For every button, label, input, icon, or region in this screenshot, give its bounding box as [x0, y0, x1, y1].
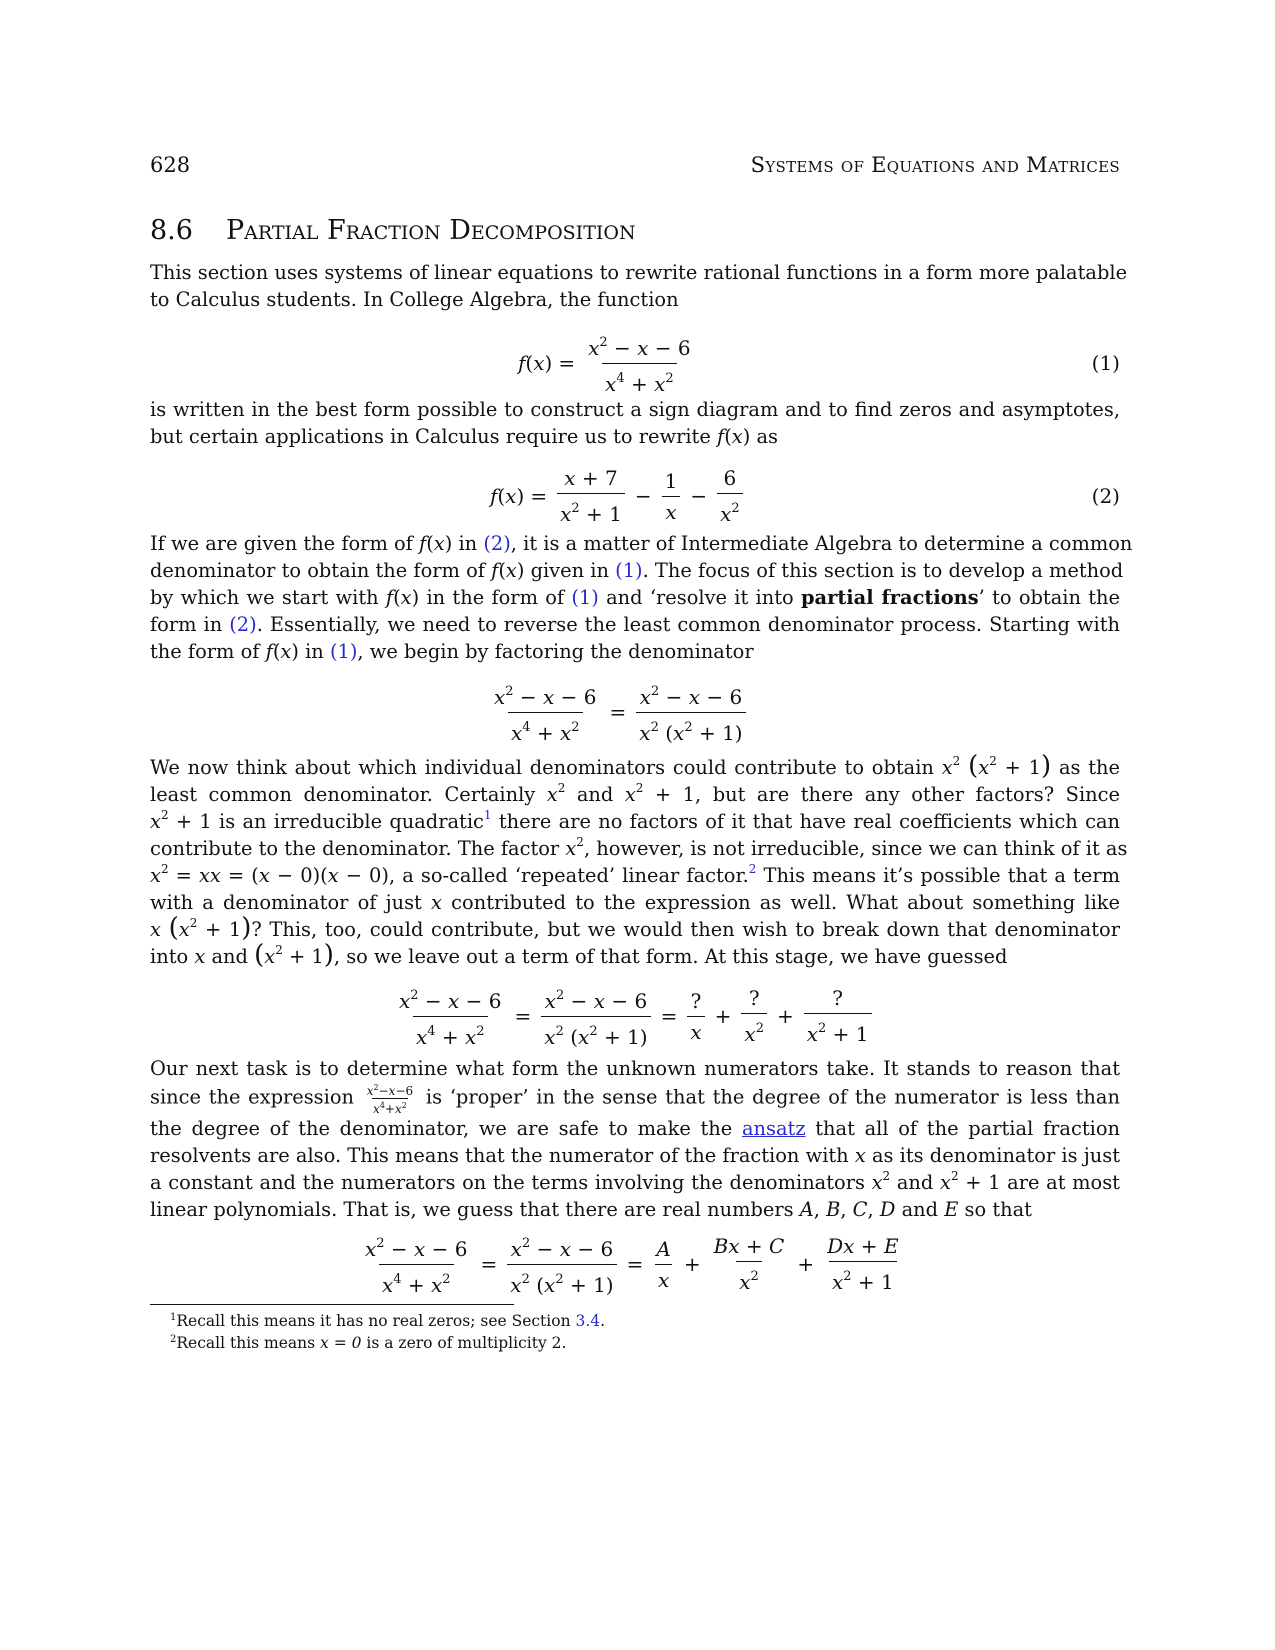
footnote-marker[interactable]: 2: [748, 862, 757, 876]
text-line: a constant and the numerators on the terms involving the denominators $x^2$ and $x^2 + 1$ are at most: [150, 1169, 1120, 1194]
text-line: form in (2). Essentially, we need to reverse the least common denominator process. Starting with: [150, 613, 1120, 636]
running-title: Systems of Equations and Matrices: [750, 153, 1120, 177]
text-line: is written in the best form possible to construct a sign diagram and to find zeros and asymptotes,: [150, 398, 1120, 421]
text-line: linear polynomials. That is, we guess that there are real numbers A, B, C, D and E so that: [150, 1198, 1032, 1221]
page: [150, 0, 1133, 1650]
equation-ref[interactable]: (1): [329, 640, 358, 663]
text-line: the form of f(x) in (1), we begin by factoring the denominator: [150, 640, 754, 663]
equation-factoring-body: $\frac{x^2 - x - 6}{x^4 + x^2}$ = $\frac{x^2 - x - 6}{x^2 (x^2 + 1)}$: [487, 680, 750, 744]
running-header: [150, 150, 1120, 180]
footnote-1: $^1$Recall this means it has no real zeros; see Section 3.4.: [170, 1312, 606, 1330]
equation-ref[interactable]: (2): [229, 613, 257, 636]
footnote-2: $^2$Recall this means x = 0 is a zero of multiplicity 2.: [170, 1334, 567, 1352]
equation-guess-body: $\frac{x^2 - x - 6}{x^4 + x^2}$ = $\frac{x^2 - x - 6}{x^2 (x^2 + 1)}$ = $\frac{?}{x}$ + $\frac{?}{x^2}$ + $\frac{?}{x^2 + 1}$: [392, 984, 876, 1048]
equation-guess: [150, 984, 1120, 1048]
text-line: but certain applications in Calculus require us to rewrite f(x) as: [150, 425, 778, 448]
fraction: $\frac{x^2 - x - 6}{x^4 + x^2}$: [588, 334, 691, 396]
text-line: contribute to the denominator. The factor $x^2$, however, is not irreducible, since we can think of it as: [150, 835, 1128, 860]
equation-ansatz-body: $\frac{x^2 - x - 6}{x^4 + x^2}$ = $\frac{x^2 - x - 6}{x^2 (x^2 + 1)}$ = $\frac{A}{x}$ + $\frac{Bx + C}{x^2}$ + $\frac{Dx + E}{x^2 + 1}$: [365, 1234, 899, 1297]
text-line: resolvents are also. This means that the numerator of the fraction with x as its denominator is just: [150, 1144, 1120, 1167]
equation-ref[interactable]: (1): [571, 586, 599, 609]
page-number: 628: [150, 153, 191, 177]
text-line: x $(x^2 + 1)$? This, too, could contribute, but we would then wish to break down that denominator: [150, 913, 1120, 943]
text-line: since the expression $\frac{x^2-x-6}{x^4+x^2}$ is ‘proper’ in the sense that the degree of the numerator is less than: [150, 1083, 1120, 1116]
equation-ansatz: [150, 1232, 1120, 1296]
section-ref-link[interactable]: 3.4: [575, 1312, 601, 1330]
footnote-marker[interactable]: 1: [483, 808, 492, 822]
equation-label: (1): [1091, 351, 1120, 375]
text-line: least common denominator. Certainly $x^2$ and $x^2 + 1$, but are there any other factors? Since: [150, 781, 1120, 806]
text-line: the degree of the denominator, we are safe to make the ansatz that all of the partial fraction: [150, 1117, 1120, 1140]
text-line: with a denominator of just x contributed to the expression as well. What about something like: [150, 891, 1121, 914]
equation-ref[interactable]: (1): [615, 559, 643, 582]
text-line: If we are given the form of f(x) in (2), it is a matter of Intermediate Algebra to determine a common: [150, 532, 1133, 555]
equation-2: [150, 464, 1120, 528]
equation-1: [150, 331, 1120, 395]
text-line: by which we start with f(x) in the form of (1) and ‘resolve it into partial fractions’ to obtain the: [150, 586, 1120, 609]
text-line: $x^2$ = xx = (x − 0)(x − 0), a so-called ‘repeated’ linear factor.$^2$ This means it’s possible that a term: [150, 862, 1120, 887]
equation-label: (2): [1091, 484, 1120, 508]
equation-ref[interactable]: (2): [483, 532, 511, 555]
paragraph-5: [150, 1055, 1120, 1223]
text-line: into x and $(x^2 + 1)$, so we leave out a term of that form. At this stage, we have guessed: [150, 940, 1008, 970]
intro-paragraph: [150, 259, 1128, 313]
section-title: Partial Fraction Decomposition: [226, 215, 636, 246]
equation-1-body: f ( x ) = $\frac{x^2 - x - 6}{x^4 + x^2}$: [518, 331, 698, 395]
text-line: $x^2 + 1$ is an irreducible quadratic$^1$ there are no factors of it that have real coefficients which can: [150, 808, 1120, 833]
paragraph-after-eq1: [150, 396, 1120, 450]
ansatz-link[interactable]: ansatz: [741, 1117, 806, 1140]
section-number: 8.6: [150, 215, 193, 246]
equation-factoring: [150, 680, 1120, 744]
equation-2-body: f ( x ) = $\frac{x + 7}{x^2 + 1}$ − $\frac{1}{x}$ − $\frac{6}{x^2}$: [490, 464, 747, 528]
text-line: to Calculus students. In College Algebra, the function: [150, 288, 679, 311]
text-line: Our next task is to determine what form the unknown numerators take. It stands to reason that: [150, 1057, 1120, 1080]
paragraph-4: [150, 751, 1128, 970]
text-line: We now think about which individual denominators could contribute to obtain $x^2$ $(x^2 + 1)$ as the: [150, 751, 1120, 781]
footnote-rule: [150, 1304, 514, 1305]
text-line: denominator to obtain the form of f(x) given in (1). The focus of this section is to develop a method: [150, 559, 1124, 582]
section-heading: [150, 213, 636, 249]
text-line: This section uses systems of linear equations to rewrite rational functions in a form more palatable: [150, 261, 1128, 284]
paragraph-3: [150, 530, 1133, 665]
